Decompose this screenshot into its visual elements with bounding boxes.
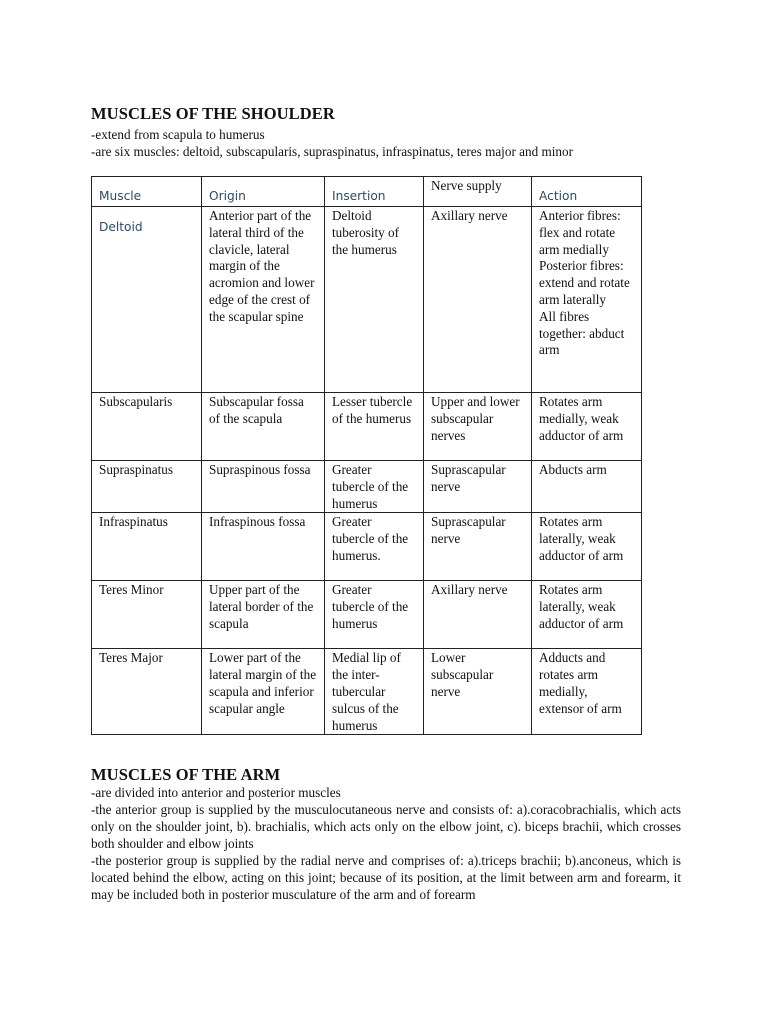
insertion-cell: Deltoid tuberosity of the humerus — [325, 207, 424, 393]
nerve-cell: Suprascapular nerve — [424, 513, 532, 581]
header-nerve-supply: Nerve supply — [424, 177, 532, 207]
insertion-cell: Greater tubercle of the humerus — [325, 581, 424, 649]
action-line: Posterior fibres: extend and rotate arm laterally — [539, 258, 630, 307]
origin-cell: Lower part of the lateral margin of the scapula and inferior scapular angle — [202, 649, 325, 735]
action-cell: Adducts and rotates arm medially, extensor of arm — [532, 649, 642, 735]
arm-body-paragraph: -the posterior group is supplied by the radial nerve and comprises of: a).triceps brachii; b).anconeus, which is located behind the elbow, acting on this joint; because of its position, at the limit between arm and forearm, it may be included both in posterior musculature of the arm and of forearm — [91, 853, 681, 902]
origin-cell: Infraspinous fossa — [202, 513, 325, 581]
nerve-cell: Lower subscapular nerve — [424, 649, 532, 735]
table-row — [92, 461, 642, 513]
table-row — [92, 393, 642, 461]
arm-body-paragraph: -are divided into anterior and posterior muscles — [91, 785, 341, 800]
muscle-name: Teres Major — [92, 649, 202, 735]
action-line: All fibres together: abduct arm — [539, 308, 625, 358]
header-origin: Origin — [202, 177, 325, 207]
muscle-name: Subscapularis — [92, 393, 202, 461]
shoulder-muscles-table — [91, 176, 642, 735]
origin-cell: Supraspinous fossa — [202, 461, 325, 513]
arm-body — [91, 784, 681, 903]
nerve-cell: Axillary nerve — [424, 581, 532, 649]
insertion-cell: Greater tubercle of the humerus — [325, 461, 424, 513]
table-row — [92, 649, 642, 735]
action-cell: Rotates arm medially, weak adductor of arm — [532, 393, 642, 461]
header-action: Action — [532, 177, 642, 207]
shoulder-intro-line: -extend from scapula to humerus — [91, 127, 265, 142]
arm-body-paragraph: -the anterior group is supplied by the musculocutaneous nerve and consists of: a).coracobrachialis, which acts only on the shoulder joint, b). brachialis, which acts only on the elbow joint, c). biceps brachii, which crosses both shoulder and elbow joints — [91, 802, 681, 851]
table-row — [92, 513, 642, 581]
header-insertion: Insertion — [325, 177, 424, 207]
origin-cell: Upper part of the lateral border of the scapula — [202, 581, 325, 649]
muscle-name: Infraspinatus — [92, 513, 202, 581]
header-muscle: Muscle — [92, 177, 202, 207]
nerve-cell: Upper and lower subscapular nerves — [424, 393, 532, 461]
muscle-name: Deltoid — [92, 207, 202, 393]
insertion-cell: Medial lip of the inter-tubercular sulcus of the humerus — [325, 649, 424, 735]
action-cell: Rotates arm laterally, weak adductor of arm — [532, 513, 642, 581]
nerve-cell: Axillary nerve — [424, 207, 532, 393]
section-title-arm: MUSCLES OF THE ARM — [91, 765, 281, 784]
table-header-row — [92, 177, 642, 207]
shoulder-intro-line: -are six muscles: deltoid, subscapularis, supraspinatus, infraspinatus, teres major and minor — [91, 144, 573, 159]
nerve-cell: Suprascapular nerve — [424, 461, 532, 513]
action-cell: Abducts arm — [532, 461, 642, 513]
action-line: Anterior fibres: flex and rotate arm medially — [539, 208, 621, 257]
muscle-name: Teres Minor — [92, 581, 202, 649]
insertion-cell: Lesser tubercle of the humerus — [325, 393, 424, 461]
origin-cell: Subscapular fossa of the scapula — [202, 393, 325, 461]
muscle-name — [92, 461, 202, 513]
origin-cell: Anterior part of the lateral third of the clavicle, lateral margin of the acromion and lower edge of the crest of the scapular spine — [202, 207, 325, 393]
action-cell — [532, 207, 642, 393]
table-row — [92, 207, 642, 393]
muscle-name-text: Supraspinatus — [99, 462, 173, 477]
section-title-shoulder: MUSCLES OF THE SHOULDER — [91, 104, 335, 123]
shoulder-intro — [91, 126, 681, 160]
insertion-cell: Greater tubercle of the humerus. — [325, 513, 424, 581]
table-row — [92, 581, 642, 649]
action-cell: Rotates arm laterally, weak adductor of arm — [532, 581, 642, 649]
